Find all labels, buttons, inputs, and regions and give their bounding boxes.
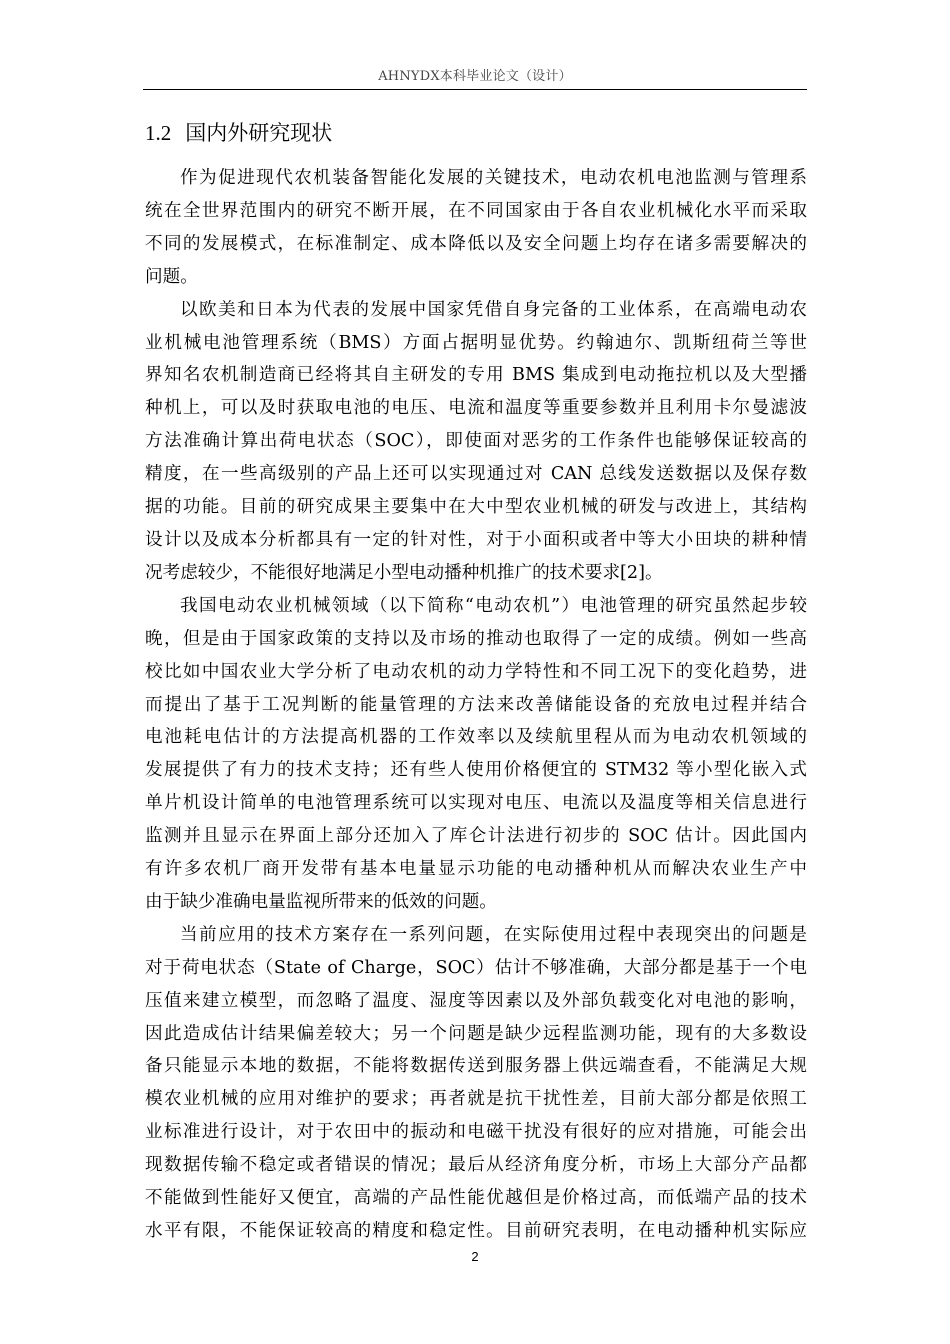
text-line: 备只能显示本地的数据，不能将数据传送到服务器上供远端查看，不能满足大规 [145, 1056, 807, 1077]
text-line: 界知名农机制造商已经将其自主研发的专用 BMS 集成到电动拖拉机以及大型播 [145, 365, 807, 386]
body-text [145, 162, 807, 1248]
text-line: 问题。 [145, 266, 198, 287]
header-rule [143, 89, 807, 90]
text-line: 而提出了基于工况判断的能量管理的方法来改善储能设备的充放电过程并结合 [145, 694, 807, 715]
text-line: 不能做到性能好又便宜，高端的产品性能优越但是价格过高，而低端产品的技术 [145, 1188, 807, 1209]
text-line: 统在全世界范围内的研究不断开展，在不同国家由于各自农业机械化水平而采取 [145, 200, 807, 221]
text-line: 电池耗电估计的方法提高机器的工作效率以及续航里程从而为电动农机领域的 [145, 727, 807, 748]
paragraph-4 [145, 919, 807, 1248]
text-line: 种机上，可以及时获取电池的电压、电流和温度等重要参数并且利用卡尔曼滤波 [145, 398, 807, 419]
section-heading [145, 117, 332, 147]
text-line: 压值来建立模型，而忽略了温度、湿度等因素以及外部负载变化对电池的影响， [145, 990, 807, 1011]
text-line: 现数据传输不稳定或者错误的情况；最后从经济角度分析，市场上大部分产品都 [145, 1155, 807, 1176]
text-line: 由于缺少准确电量监视所带来的低效的问题。 [145, 891, 497, 912]
text-line: 校比如中国农业大学分析了电动农机的动力学特性和不同工况下的变化趋势，进 [145, 661, 807, 682]
text-line: 对于荷电状态（State of Charge，SOC）估计不够准确，大部分都是基于一个电 [145, 957, 807, 978]
paragraph-1 [145, 162, 807, 294]
text-line: 有许多农机厂商开发带有基本电量显示功能的电动播种机从而解决农业生产中 [145, 859, 807, 880]
text-line: 模农业机械的应用对维护的要求；再者就是抗干扰性差，目前大部分都是依照工 [145, 1089, 807, 1110]
paragraph-2 [145, 294, 807, 590]
text-line: 精度，在一些高级别的产品上还可以实现通过对 CAN 总线发送数据以及保存数 [145, 464, 807, 485]
text-line: 业标准进行设计，对于农田中的振动和电磁干扰没有很好的应对措施，可能会出 [145, 1122, 807, 1143]
text-line: 晚，但是由于国家政策的支持以及市场的推动也取得了一定的成绩。例如一些高 [145, 628, 807, 649]
page-number: 2 [471, 1249, 479, 1264]
text-line: 业机械电池管理系统（BMS）方面占据明显优势。约翰迪尔、凯斯纽荷兰等世 [145, 332, 807, 353]
section-title: 国内外研究现状 [185, 121, 333, 145]
text-line: 以欧美和日本为代表的发展中国家凭借自身完备的工业体系，在高端电动农 [180, 299, 807, 320]
text-line: 水平有限，不能保证较高的精度和稳定性。目前研究表明，在电动播种机实际应 [145, 1221, 807, 1241]
page-header: AHNYDX本科毕业论文（设计） [378, 69, 572, 84]
text-line: 当前应用的技术方案存在一系列问题，在实际使用过程中表现突出的问题是 [180, 924, 807, 945]
text-line: 方法准确计算出荷电状态（SOC），即使面对恶劣的工作条件也能够保证较高的 [145, 431, 807, 452]
text-line: 发展提供了有力的技术支持；还有些人使用价格便宜的 STM32 等小型化嵌入式 [145, 760, 807, 781]
section-number: 1.2 [145, 121, 172, 145]
text-line: 我国电动农业机械领域（以下简称“电动农机”）电池管理的研究虽然起步较 [180, 595, 807, 616]
text-line: 因此造成估计结果偏差较大；另一个问题是缺少远程监测功能，现有的大多数设 [145, 1023, 807, 1044]
text-line: 况考虑较少，不能很好地满足小型电动播种机推广的技术要求[2]。 [145, 562, 663, 583]
text-line: 设计以及成本分析都具有一定的针对性，对于小面积或者中等大小田块的耕种情 [145, 529, 807, 550]
paragraph-3 [145, 590, 807, 919]
text-line: 不同的发展模式，在标准制定、成本降低以及安全问题上均存在诸多需要解决的 [145, 233, 807, 254]
text-line: 单片机设计简单的电池管理系统可以实现对电压、电流以及温度等相关信息进行 [145, 793, 807, 814]
text-line: 作为促进现代农机装备智能化发展的关键技术，电动农机电池监测与管理系 [180, 168, 807, 188]
text-line: 监测并且显示在界面上部分还加入了库仑计法进行初步的 SOC 估计。因此国内 [145, 826, 807, 847]
text-line: 据的功能。目前的研究成果主要集中在大中型农业机械的研发与改进上，其结构 [145, 497, 807, 518]
